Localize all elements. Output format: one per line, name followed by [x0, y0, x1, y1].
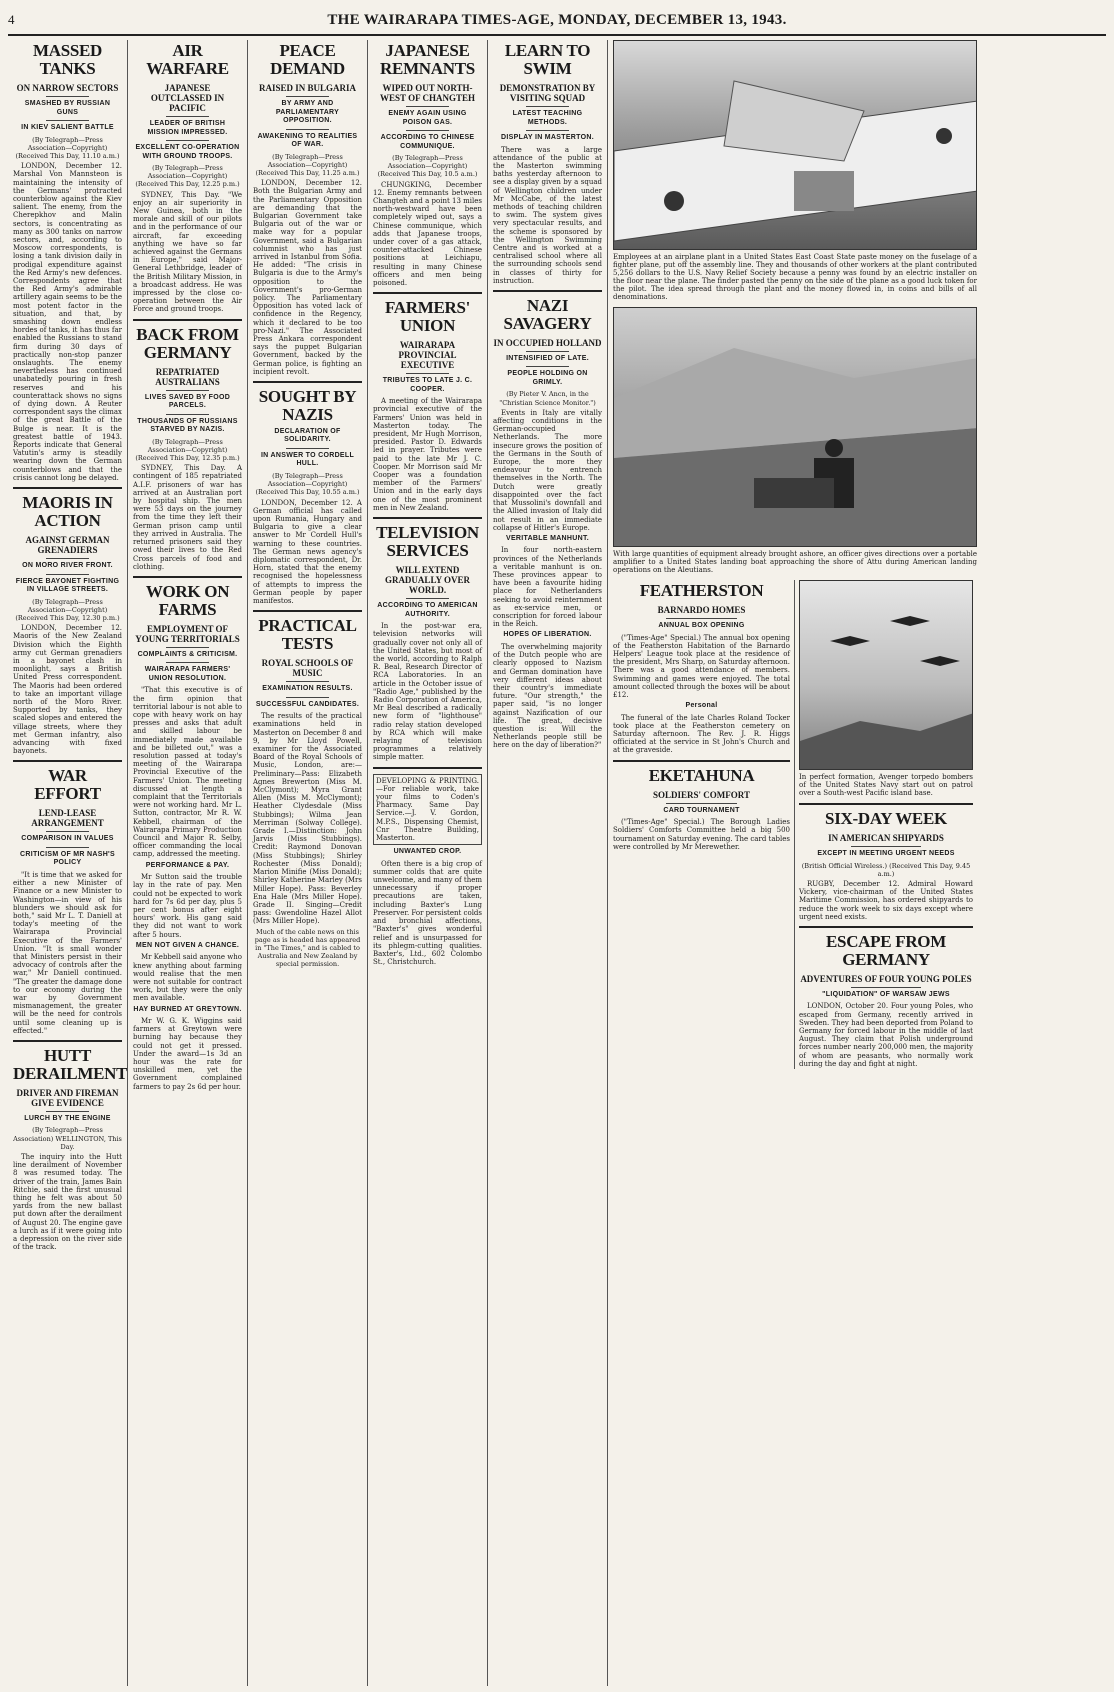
article-body: ("Times-Age" Special.) The annual box opening of the Featherston Habitation of the Barnardo Helpers' League took place at the residence of the president, Mrs Sharp, on Saturday afternoon. There was a good attendance of members. Swimming and games were enjoyed. The total amount collected through the boxes will be about £12.	[613, 633, 790, 699]
credit-line: (By Telegraph—Press Association—Copyright) (Received This Day, 12.25 p.m.)	[135, 164, 240, 189]
article-body: LONDON, December 12. Marshal Von Mannsteon is maintaining the intensity of the Germans' protracted counterblow against the Kiev salient. The enemy, from the Cherepkhov and Malin sectors, is concentrating as many as 300 tanks on narrow sectors, and, according to Moscow correspondents, is losing a tank division daily in prodigal expenditure against the Red Army's new defences. Correspondents agree that the Red Army's admirable artillery again seems to be the most potent factor in the situation, and that, by smashing down endless hordes of tanks, it has thus far enabled the Russians to stand firm during 30 days of practically non-stop panzer onslaughts. The enemy nevertheless has continued unabatedly pouring in fresh reserves and his counterattack shows no signs of dying down. A Reuter correspondent says the climax of the great Battle of the Bulge is near. It is the greatest battle of 1943. Reports indicate that General Vatutin's army is steadily wearing down the German counterblows and that the crisis cannot long be delayed.	[13, 162, 122, 482]
subhead: DEMONSTRATION BY VISITING SQUAD	[499, 83, 596, 103]
subhead: ROYAL SCHOOLS OF MUSIC	[261, 658, 354, 679]
masthead	[8, 6, 1106, 36]
photo-airplane-plant	[613, 40, 977, 250]
deck: CARD TOURNAMENT	[663, 806, 740, 814]
headline-eketahuna: EKETAHUNA	[648, 765, 755, 785]
subhead: IN OCCUPIED HOLLAND	[493, 337, 602, 348]
deck: FIERCE BAYONET FIGHTING IN VILLAGE STREETS.	[15, 577, 120, 594]
column-1	[8, 40, 128, 1686]
photo-attu-landing	[613, 307, 977, 547]
deck: ANNUAL BOX OPENING	[658, 622, 745, 629]
photo-avenger-bombers	[799, 580, 973, 770]
deck: CRITICISM OF MR NASH'S POLICY	[20, 850, 115, 867]
deck: IN ANSWER TO CORDELL HULL.	[260, 451, 355, 468]
deck: LIVES SAVED BY FOOD PARCELS.	[144, 393, 231, 410]
article-body: SYDNEY, This Day. A contingent of 185 repatriated A.I.F. prisoners of war has arrived at an Australian port by hospital ship. The men were 53 days on the journey from the time they left their German prison camp until they arrived in Australia. The returned prisoners said they owed their lives to the Red Cross parcels of food and clothing.	[133, 464, 242, 571]
newspaper-title: THE WAIRARAPA TIMES-AGE, MONDAY, DECEMBER 13, 1943.	[327, 11, 787, 28]
article-body: "It is time that we asked for either a new Minister of Finance or a new Minister to Washington—in view of his blunders we should ask for both," said Mr L. T. Daniell at today's meeting of the Wairarapa Provincial Executive of the Farmers' Union. "It is small wonder that Ministers persist in their advocacy of controls after the war," Mr Daniell continued. "The greater the damage done to our economy during the war by Government mismanagement, the greater will be the need for controls until some cleaning up is effected."	[13, 870, 122, 1035]
deck: DISPLAY IN MASTERTON.	[501, 134, 594, 141]
headline-six-day-week: SIX-DAY WEEK	[825, 809, 947, 828]
column-2	[128, 40, 248, 1686]
headline-back-from-germany: BACK FROM GERMANY	[136, 324, 239, 362]
headline-nazi-savagery: NAZI SAVAGERY	[503, 295, 592, 333]
column-4	[368, 40, 488, 1686]
subhead: RAISED IN BULGARIA	[258, 83, 357, 93]
article-body: The funeral of the late Charles Roland Tocker took place at the Featherston cemetery on Saturday afternoon. The Rev. J. R. Higgs officiated at the service in St John's Church and at the graveside.	[613, 713, 790, 755]
airplane-fuselage-illustration	[614, 41, 977, 250]
left-subcolumn	[613, 580, 795, 1069]
beach-landing-illustration	[614, 308, 977, 547]
credit-line: (By Telegraph—Press Association—Copyright) (Received This Day, 12.30 p.m.)	[15, 597, 120, 622]
article-body: SYDNEY, This Day. "We enjoy an air superiority in New Guinea, both in the morale and skill of our pilots and in the performance of our aircraft, far exceeding anything we have so far achieved against the Germans in Europe," said Major-General Lethbridge, leader of the British Military Mission, in a broadcast address. He was impressed by the close co-operation between the Air Force and ground troops.	[133, 190, 242, 314]
section-subhead: VERITABLE MANHUNT.	[505, 534, 590, 542]
headline-television-services: TELEVISION SERVICES	[376, 523, 479, 561]
credit-line: (British Official Wireless.) (Received This Day, 9.45 a.m.)	[801, 861, 971, 878]
deck: ACCORDING TO CHINESE COMMUNIQUE.	[380, 134, 475, 150]
article-body: Mr W. G. K. Wiggins said farmers at Greytown were burning hay because they could not get it pressed. Under the award—1s 3d an hour was the rate for unskilled men, yet the Government complained farmers to pay 2s 6d per hour.	[133, 1017, 242, 1091]
subhead: SOLDIERS' COMFORT	[653, 789, 750, 800]
article-body: LONDON, December 12. Maoris of the New Zealand Division which the Eighth army cut German grenadiers in a bayonet clash in moonlight, says a British United Press correspondent. The Maoris had been ordered to take an important village north of the Moro River. Supported by tanks, they scaled slopes and entered the village streets, where they met German infantry, also advancing with fixed bayonets.	[13, 624, 122, 756]
section-subhead: PERFORMANCE & PAY.	[145, 861, 230, 869]
headline-hutt-derailment: HUTT DERAILMENT	[13, 1045, 128, 1083]
article-body: LONDON, December 12. A German official has called upon Rumania, Hungary and Bulgaria to give a clear answer to Mr Cordell Hull's warning to these countries. The German news agency's diplomatic correspondent, Dr. Horn, stated that the enemy recognised the hopelessness of attempts to impress the German people by paper manifestos.	[253, 498, 362, 606]
subhead: ON NARROW SECTORS	[16, 83, 119, 93]
deck: EXCEPT IN MEETING URGENT NEEDS	[817, 850, 955, 857]
deck: SMASHED BY RUSSIAN GUNS	[24, 100, 111, 116]
deck: INTENSIFIED OF LATE.	[506, 354, 589, 362]
article-body: RUGBY, December 12. Admiral Howard Vickery, vice-chairman of the United States Maritime Commission, has ordered shipyards to reduce the work week to six days except where urgent need exists.	[799, 879, 973, 921]
article-body: In four north-eastern provinces of the Netherlands a veritable manhunt is on. These provinces appear to have been a favourite hiding place for Netherlanders seeking to avoid reinternment as ex-service men, or conscription for forced labour in the Reich.	[493, 546, 602, 629]
deck: PEOPLE HOLDING ON GRIMLY.	[507, 370, 588, 386]
headline-maoris-in-action: MAORIS IN ACTION	[22, 493, 113, 531]
photo-caption: In perfect formation, Avenger torpedo bombers of the United States Navy start out on patrol over a South-west Pacific island base.	[799, 773, 973, 797]
article-body: There was a large attendance of the public at the Masterton swimming baths yesterday afternoon to see a display given by a squad of Wellington children under Mr McCabe, of the latest methods of teaching children to swim. The system gives very spectacular results, and the scheme is sponsored by the Wellington Swimming Centre and is worked at a centralised school where all the surrounding schools send in classes of thirty for instruction.	[493, 145, 602, 285]
credit-line: (By Pieter V. Ancn, in the "Christian Science Monitor.")	[499, 390, 596, 407]
deck: TRIBUTES TO LATE J. C. COOPER.	[382, 377, 473, 393]
column-6-photos	[608, 40, 982, 1686]
article-body: In the post-war era, television networks will gradually cover not only all of the United States, but most of the world, according to Ralph R. Beal, Research Director of RCA Laboratories. In an article in the October issue of "Radio Age," published by the Radio Corporation of America, Mr Beal described a radically new form of "lighthouse" radio relay station developed by RCA which will make relaying of television programmes a relatively simple matter.	[373, 622, 482, 762]
article-body: Mr Kebbell said anyone who knew anything about farming would realise that the men were not suitable for contract work, but they were the only men available.	[133, 953, 242, 1003]
credit-line: (By Telegraph—Press Association—Copyright) (Received This Day, 11.25 a.m.)	[255, 152, 360, 177]
headline-sought-by-nazis: SOUGHT BY NAZIS	[258, 386, 357, 424]
headline-air-warfare: AIR WARFARE	[146, 41, 229, 78]
deck: LATEST TEACHING METHODS.	[512, 110, 583, 126]
deck: ACCORDING TO AMERICAN AUTHORITY.	[377, 602, 478, 618]
deck: EXCELLENT CO-OPERATION WITH GROUND TROOPS.	[135, 144, 240, 160]
subhead: AGAINST GERMAN GRENADIERS	[25, 535, 110, 556]
article-body: Events in Italy are vitally affecting conditions in the German-occupied Netherlands. The more insecure grows the position of the Germans in the South of Europe, the more they endeavour to entrench themselves in the North. The Dutch were greatly disappointed over the fact that Mussolini's downfall and the Allied invasion of Italy did not result in an immediate collapse of Hitler's Europe.	[493, 408, 602, 532]
deck: BY ARMY AND PARLIAMENTARY OPPOSITION.	[275, 100, 340, 124]
deck: LEADER OF BRITISH MISSION IMPRESSED.	[147, 120, 228, 136]
article-body: CHUNGKING, December 12. Enemy remnants between Changteh and a point 13 miles north-westward have been completely wiped out, says a Chinese communique, which adds that Japanese troops, under cover of a gas attack, counter-attacked Chinese positions at Leichiapu, resulting in many Chinese officers and men being poisoned.	[373, 180, 482, 288]
deck: SUCCESSFUL CANDIDATES.	[255, 700, 360, 708]
subhead: WIPED OUT NORTH-WEST OF CHANGTEH	[379, 83, 476, 103]
article-body: The overwhelming majority of the Dutch people who are clearly opposed to Nazism and German domination have very different ideas about their country's immediate future. "Our strength," the paper said, "is no longer against Nazification of our life. The great, decisive question is: Will the Netherlands people still be here on the day of liberation?"	[493, 642, 602, 750]
article-body: LONDON, October 20. Four young Poles, who escaped from Germany, recently arrived in Sweden. They had been deported from Poland to Germany for forced labour in the middle of last August. They claim that Polish underground forces number nearly 200,000 men, the majority of whom are peasants, who normally work during the day and fight at night.	[799, 1002, 973, 1068]
headline-war-effort: WAR EFFORT	[34, 766, 101, 804]
headline-peace-demand: PEACE DEMAND	[270, 41, 345, 78]
headline-work-on-farms: WORK ON FARMS	[145, 581, 230, 619]
deck: WAIRARAPA FARMERS' UNION RESOLUTION.	[144, 666, 231, 682]
article-body: Often there is a big crop of summer colds that are quite unwelcome, and many of them unnecessary if proper precautions are taken, including Baxter's Lung Preserver. For persistent colds and bronchial affections, "Baxter's" gives wonderful relief and is unsurpassed for its phlegm-cutting qualities. Baxter's, Ltd., 602 Colombo St., Christchurch.	[373, 859, 483, 967]
footnote: Much of the cable news on this page as is headed has appeared in "The Times," and is cabled to Australia and New Zealand by special permission.	[254, 927, 361, 969]
article-body: LONDON, December 12. Both the Bulgarian Army and the Parliamentary Opposition are demanding that the Bulgarian Government take Bulgaria out of the war or make way for a popular Government, said a Bulgarian columnist who has just arrived in Istanbul from Sofia. He added: "The crisis in Bulgaria is due to the Army's opposition to the Government's pro-German policy. The Parliamentary Opposition has voted lack of confidence in the Regency, which it declared to be too pro-Nazi." The Associated Press Ankara correspondent says the puppet Bulgarian Government, backed by the German police, is fighting an incipient revolt.	[253, 179, 362, 376]
article-body: Mr Sutton said the trouble lay in the rate of pay. Men could not be expected to work hard for 7s 6d per day, plus 5 per cent bonus after eight hours' work. His gang said they did not want to work after 5 hours.	[133, 873, 242, 939]
section-subhead: Personal	[685, 702, 718, 710]
deck: IN KIEV SALIENT BATTLE	[21, 124, 114, 131]
article-body: ("Times-Age" Special.) The Borough Ladies Soldiers' Comforts Committee held a big 500 tournament on Saturday evening. The card tables were controlled by Mr Merewether.	[613, 818, 790, 851]
subhead: LEND-LEASE ARRANGEMENT	[31, 808, 104, 829]
headline-japanese-remnants: JAPANESE REMNANTS	[380, 41, 475, 78]
deck: ENEMY AGAIN USING POISON GAS.	[388, 110, 467, 126]
headline-escape-from-germany: ESCAPE FROM GERMANY	[826, 931, 946, 969]
deck: THOUSANDS OF RUSSIANS STARVED BY NAZIS.	[137, 417, 238, 434]
credit-line: (By Telegraph—Press Association—Copyright) (Received This Day, 10.5 a.m.)	[377, 154, 478, 179]
headline-learn-to-swim: LEARN TO SWIM	[504, 41, 591, 78]
deck: AWAKENING TO REALITIES OF WAR.	[257, 132, 358, 148]
article-body: The results of the practical examinations held in Masterton on December 8 and 9, by Mr Lloyd Powell, examiner for the Associated Board of the Royal Schools of Music, London, are:— Preliminary—Pass: Elizabeth Agnes Brewerton (Miss M. McClymont); Myra Grant Allen (Miss M. McClymont); Heather Clydesdale (Miss Stubbings); Wilma Jean Merriman (Solway College). Grade I.—Distinction: John Jarvis (Miss Stubbings). Credit: Raymond Donovan (Miss Stubbings); Shirley Rochester (Miss Donald); Marion Minifie (Miss Donald); Shirley Katherine Marley (Mrs Miller Hope). Pass: Beverley Ena Hale (Mrs Miller Hope). Grade II. Singing—Credit pass: Gwendoline Hazel Allot (Mrs Miller Hope).	[253, 712, 362, 926]
article-body: The inquiry into the Hutt line derailment of November 8 was resumed today. The driver of the train, James Bain Ritchie, said the first unusual thing he felt was about 50 yards from the new ballast put down after the derailment of August 20. The engine gave a lurch as if it were going into a depression on the river side of the track.	[13, 1153, 122, 1252]
deck: LURCH BY THE ENGINE	[24, 1114, 111, 1122]
section-subhead: HOPES OF LIBERATION.	[503, 631, 592, 639]
deck: ON MORO RIVER FRONT.	[22, 562, 113, 570]
headline-farmers-union: FARMERS' UNION	[384, 298, 471, 336]
columns	[8, 40, 1106, 1686]
subhead: JAPANESE OUTCLASSED IN PACIFIC	[150, 83, 225, 113]
subhead: ADVENTURES OF FOUR YOUNG POLES	[800, 973, 972, 984]
article-body: A meeting of the Wairarapa provincial executive of the Farmers' Union was held in Masterton today. The president, Mr Hugh Morrison, presided. Pastor D. Edwards led in prayer. Tributes were paid to the late Mr J. C. Cooper. Mr Morrison said Mr Cooper was a foundation member of the Farmers' Union and in the early days one of the most prominent men in New Zealand.	[373, 397, 482, 512]
section-subhead: MEN NOT GIVEN A CHANCE.	[135, 941, 240, 949]
column-3	[248, 40, 368, 1686]
advertisement-box: DEVELOPING & PRINTING.—For reliable work, take your films to Coden's Pharmacy. Same Day Service.—J. V. Gordon, M.P.S., Dispensing Chemist, Cnr Theatre Building, Masterton.	[373, 774, 482, 846]
credit-line: (By Telegraph—Press Association—Copyright) (Received This Day, 12.35 p.m.)	[135, 437, 240, 463]
credit-line: (By Telegraph—Press Association) WELLINGTON, This Day.	[13, 1126, 122, 1151]
credit-line: (By Telegraph—Press Association—Copyright) (Received This Day, 10.55 a.m.)	[255, 471, 360, 497]
bomber-formation-illustration	[800, 581, 973, 770]
deck: EXAMINATION RESULTS.	[262, 685, 353, 693]
subhead: DRIVER AND FIREMAN GIVE EVIDENCE	[16, 1087, 119, 1108]
column-5	[488, 40, 608, 1686]
deck: "LIQUIDATION" OF WARSAW JEWS	[822, 990, 950, 998]
subhead: WILL EXTEND GRADUALLY OVER WORLD.	[384, 565, 471, 596]
subhead: EMPLOYMENT OF YOUNG TERRITORIALS	[135, 623, 240, 644]
section-subhead: HAY BURNED AT GREYTOWN.	[133, 1005, 242, 1013]
headline-practical-tests: PRACTICAL TESTS	[258, 616, 357, 654]
photo-caption: With large quantities of equipment already brought ashore, an officer gives directions over a portable amplifier to a United States landing boat approaching the shore of Attu during American landing operations on the Aleutians.	[613, 550, 977, 574]
deck: COMPLAINTS & CRITICISM.	[137, 650, 238, 658]
right-subcolumn	[795, 580, 977, 1069]
subhead: IN AMERICAN SHIPYARDS	[828, 833, 944, 843]
headline-featherston: FEATHERSTON	[639, 581, 764, 600]
article-body: "That this executive is of the firm opinion that territorial labour is not able to cope with heavy work on hay presses and asks that adult and skilled labour be immediately made available and be billeted out," was a resolution passed at today's meeting of the Wairarapa Provincial Executive of the Farmers' Union. The meeting discussed at length a complaint that the Territorials were not working hard. Mr L. Sutton, contractor, Mr R. W. Kebbell, chairman of the Wairarapa Primary Production Council and Major R. Selby, officer commanding the local camp, addressed the meeting.	[133, 686, 242, 859]
photo-caption: Employees at an airplane plant in a United States East Coast State paste money on the fuselage of a fighter plane, put off the assembly line. They and thousands of other workers at the plant contributed 5,256 dollars to the U.S. Navy Relief Society because a penny was found by an electric installer on the floor near the plane. The finder pasted the penny on the side of the plane as a good luck token for the pilot. The idea spread through the plant and the money flowed in, in coins and bills of all denominations.	[613, 253, 977, 301]
deck: COMPARISON IN VALUES	[21, 835, 114, 843]
page-number: 4	[8, 12, 15, 27]
credit-line: (By Telegraph—Press Association—Copyright) (Received This Day, 11.10 a.m.)	[15, 135, 120, 160]
subhead: REPATRIATED AUSTRALIANS	[155, 366, 220, 387]
subhead: BARNARDO HOMES	[657, 605, 746, 615]
lower-split	[613, 580, 977, 1069]
deck: DECLARATION OF SOLIDARITY.	[274, 427, 341, 444]
subhead: WAIRARAPA PROVINCIAL EXECUTIVE	[398, 340, 457, 371]
headline-massed-tanks: MASSED TANKS	[32, 41, 103, 78]
section-subhead: UNWANTED CROP.	[393, 848, 462, 856]
